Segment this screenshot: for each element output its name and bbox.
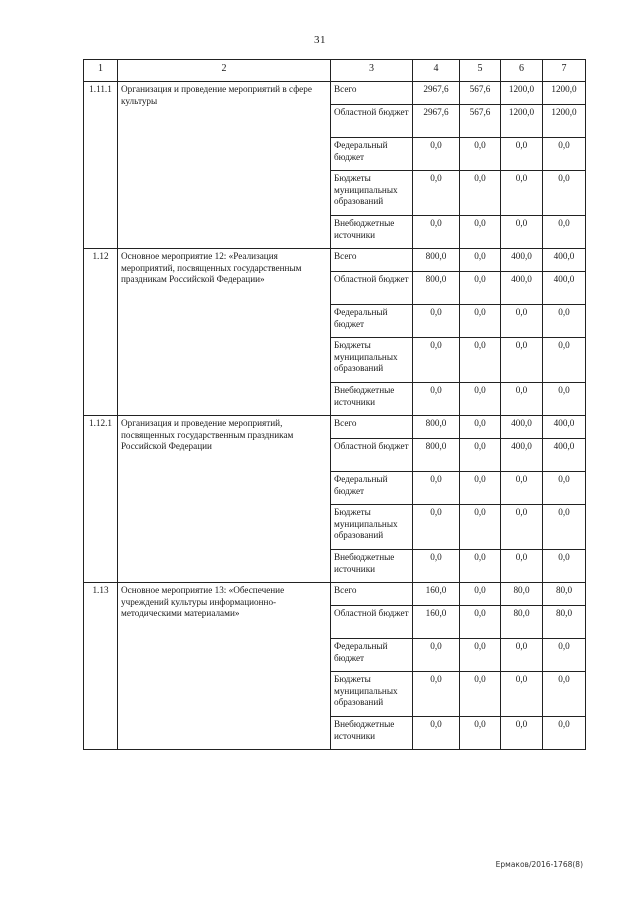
amount-col-4: 0,0 [413, 472, 460, 505]
table-row [84, 249, 586, 272]
amount-col-4: 0,0 [413, 138, 460, 171]
amount-col-4: 2967,6 [413, 82, 460, 105]
amount-col-6: 0,0 [501, 550, 543, 583]
amount-col-7: 0,0 [543, 550, 586, 583]
funding-source: Федеральный бюджет [331, 639, 413, 672]
activity-code: 1.11.1 [84, 82, 118, 249]
funding-source: Всего [331, 249, 413, 272]
amount-col-5: 0,0 [460, 439, 501, 472]
amount-col-4: 0,0 [413, 216, 460, 249]
amount-col-5: 0,0 [460, 550, 501, 583]
amount-col-5: 567,6 [460, 82, 501, 105]
activity-name: Основное мероприятие 12: «Реализация мероприятий, посвященных государственным праздникам Российской Федерации» [118, 249, 331, 416]
amount-col-5: 0,0 [460, 472, 501, 505]
amount-col-4: 160,0 [413, 583, 460, 606]
amount-col-4: 0,0 [413, 171, 460, 216]
amount-col-6: 80,0 [501, 606, 543, 639]
activity-code: 1.12.1 [84, 416, 118, 583]
activity-name: Организация и проведение мероприятий, посвященных государственным праздникам Российской Федерации [118, 416, 331, 583]
header-col-7: 7 [543, 60, 586, 82]
amount-col-7: 80,0 [543, 583, 586, 606]
amount-col-4: 800,0 [413, 416, 460, 439]
funding-source: Федеральный бюджет [331, 472, 413, 505]
header-col-4: 4 [413, 60, 460, 82]
funding-source: Бюджеты муниципальных образований [331, 338, 413, 383]
table-header-row [84, 60, 586, 82]
amount-col-6: 0,0 [501, 338, 543, 383]
amount-col-4: 0,0 [413, 383, 460, 416]
amount-col-5: 0,0 [460, 505, 501, 550]
funding-source: Областной бюджет [331, 439, 413, 472]
amount-col-5: 0,0 [460, 171, 501, 216]
header-col-1: 1 [84, 60, 118, 82]
amount-col-7: 80,0 [543, 606, 586, 639]
amount-col-4: 0,0 [413, 717, 460, 750]
amount-col-5: 0,0 [460, 338, 501, 383]
funding-source: Бюджеты муниципальных образований [331, 672, 413, 717]
amount-col-4: 800,0 [413, 249, 460, 272]
amount-col-6: 0,0 [501, 505, 543, 550]
amount-col-4: 0,0 [413, 672, 460, 717]
amount-col-7: 0,0 [543, 505, 586, 550]
funding-source: Областной бюджет [331, 105, 413, 138]
amount-col-4: 800,0 [413, 272, 460, 305]
amount-col-6: 400,0 [501, 249, 543, 272]
table-row [84, 416, 586, 439]
header-col-2: 2 [118, 60, 331, 82]
amount-col-4: 800,0 [413, 439, 460, 472]
amount-col-4: 160,0 [413, 606, 460, 639]
amount-col-7: 0,0 [543, 717, 586, 750]
activity-name: Основное мероприятие 13: «Обеспечение учреждений культуры информационно-методическими материалами» [118, 583, 331, 750]
funding-source: Федеральный бюджет [331, 305, 413, 338]
funding-source: Всего [331, 82, 413, 105]
amount-col-7: 0,0 [543, 171, 586, 216]
amount-col-6: 400,0 [501, 439, 543, 472]
amount-col-6: 0,0 [501, 138, 543, 171]
amount-col-7: 0,0 [543, 672, 586, 717]
table-body [84, 82, 586, 750]
funding-source: Внебюджетные источники [331, 550, 413, 583]
amount-col-6: 0,0 [501, 216, 543, 249]
amount-col-6: 1200,0 [501, 82, 543, 105]
amount-col-4: 0,0 [413, 338, 460, 383]
document-reference: Ермаков/2016-1768(8) [495, 860, 583, 869]
table-row [84, 583, 586, 606]
funding-source: Всего [331, 583, 413, 606]
amount-col-6: 80,0 [501, 583, 543, 606]
amount-col-6: 0,0 [501, 305, 543, 338]
amount-col-5: 0,0 [460, 249, 501, 272]
amount-col-7: 0,0 [543, 216, 586, 249]
amount-col-7: 400,0 [543, 416, 586, 439]
amount-col-6: 0,0 [501, 717, 543, 750]
funding-source: Областной бюджет [331, 272, 413, 305]
funding-source: Внебюджетные источники [331, 216, 413, 249]
amount-col-6: 400,0 [501, 272, 543, 305]
amount-col-7: 0,0 [543, 383, 586, 416]
page-number: 31 [314, 34, 326, 46]
amount-col-4: 0,0 [413, 550, 460, 583]
amount-col-4: 0,0 [413, 639, 460, 672]
amount-col-6: 1200,0 [501, 105, 543, 138]
funding-source: Областной бюджет [331, 606, 413, 639]
amount-col-7: 1200,0 [543, 82, 586, 105]
funding-source: Внебюджетные источники [331, 383, 413, 416]
table-row [84, 82, 586, 105]
amount-col-5: 0,0 [460, 583, 501, 606]
funding-source: Федеральный бюджет [331, 138, 413, 171]
header-col-5: 5 [460, 60, 501, 82]
amount-col-6: 0,0 [501, 383, 543, 416]
amount-col-6: 0,0 [501, 171, 543, 216]
funding-source: Бюджеты муниципальных образований [331, 171, 413, 216]
amount-col-7: 0,0 [543, 338, 586, 383]
amount-col-4: 0,0 [413, 305, 460, 338]
activity-code: 1.12 [84, 249, 118, 416]
amount-col-4: 0,0 [413, 505, 460, 550]
amount-col-7: 400,0 [543, 272, 586, 305]
funding-source: Внебюджетные источники [331, 717, 413, 750]
header-col-6: 6 [501, 60, 543, 82]
amount-col-6: 0,0 [501, 639, 543, 672]
activity-code: 1.13 [84, 583, 118, 750]
amount-col-5: 0,0 [460, 672, 501, 717]
amount-col-7: 0,0 [543, 138, 586, 171]
amount-col-6: 400,0 [501, 416, 543, 439]
funding-source: Всего [331, 416, 413, 439]
amount-col-7: 0,0 [543, 305, 586, 338]
activity-name: Организация и проведение мероприятий в сфере культуры [118, 82, 331, 249]
amount-col-5: 0,0 [460, 383, 501, 416]
amount-col-7: 400,0 [543, 249, 586, 272]
budget-table [83, 59, 586, 750]
amount-col-7: 400,0 [543, 439, 586, 472]
amount-col-6: 0,0 [501, 472, 543, 505]
amount-col-5: 0,0 [460, 606, 501, 639]
amount-col-7: 0,0 [543, 472, 586, 505]
amount-col-6: 0,0 [501, 672, 543, 717]
amount-col-5: 0,0 [460, 717, 501, 750]
amount-col-5: 0,0 [460, 305, 501, 338]
header-col-3: 3 [331, 60, 413, 82]
amount-col-7: 1200,0 [543, 105, 586, 138]
amount-col-7: 0,0 [543, 639, 586, 672]
funding-source: Бюджеты муниципальных образований [331, 505, 413, 550]
amount-col-5: 0,0 [460, 272, 501, 305]
amount-col-5: 567,6 [460, 105, 501, 138]
amount-col-4: 2967,6 [413, 105, 460, 138]
amount-col-5: 0,0 [460, 138, 501, 171]
amount-col-5: 0,0 [460, 639, 501, 672]
amount-col-5: 0,0 [460, 216, 501, 249]
amount-col-5: 0,0 [460, 416, 501, 439]
